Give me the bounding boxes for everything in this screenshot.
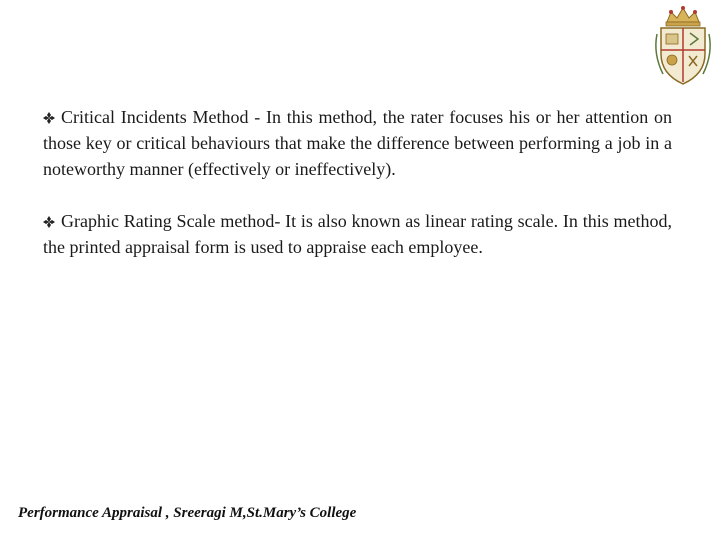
bullet-text: Graphic Rating Scale method- It is also known as linear rating scale. In this method, the printed appraisal form is used to appraise each employee. xyxy=(43,211,672,257)
bullet-graphic-rating-scale xyxy=(43,208,672,260)
slide-footer: Performance Appraisal , Sreeragi M,St.Mary’s College xyxy=(18,505,357,521)
college-crest-logo xyxy=(651,4,715,88)
diamond-bullet-icon xyxy=(43,112,55,124)
bullet-critical-incidents xyxy=(43,104,672,182)
bullet-list xyxy=(43,104,672,286)
diamond-bullet-icon xyxy=(43,216,55,228)
bullet-text: Critical Incidents Method - In this method, the rater focuses his or her attention on those key or critical behaviours that make the difference between performing a job in a noteworthy manner (effectively or ineffectively). xyxy=(43,107,672,179)
